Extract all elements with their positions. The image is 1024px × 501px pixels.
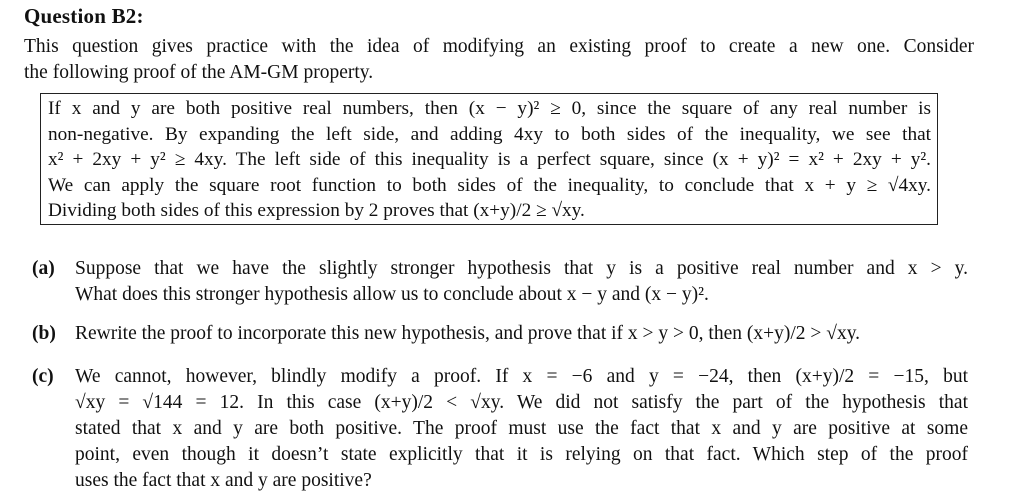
part-line: point, even though it doesn’t state explicitly that it is relying on that fact. Which step of the proof	[75, 444, 968, 465]
intro-line: This question gives practice with the idea of modifying an existing proof to create a new one. Consider	[24, 36, 974, 57]
part-b	[32, 321, 972, 349]
part-line: stated that x and y are both positive. The proof must use the fact that x and y are positive at some	[75, 418, 968, 439]
question-intro	[24, 34, 974, 86]
part-text	[75, 256, 968, 308]
intro-line: the following proof of the AM-GM property.	[24, 62, 374, 83]
part-line: Suppose that we have the slightly stronger hypothesis that y is a positive real number and x > y.	[75, 258, 968, 279]
part-line: We cannot, however, blindly modify a proof. If x = −6 and y = −24, then (x+y)/2 = −15, but	[75, 366, 968, 387]
proof-box	[40, 93, 938, 225]
part-text	[75, 364, 968, 494]
part-a	[32, 256, 972, 310]
question-title: Question B2:	[24, 4, 144, 28]
part-line: What does this stronger hypothesis allow us to conclude about x − y and (x − y)².	[75, 284, 709, 305]
part-line: √xy = √144 = 12. In this case (x+y)/2 < √xy. We did not satisfy the part of the hypothesis that	[75, 392, 968, 413]
part-c	[32, 364, 972, 494]
part-label: (c)	[32, 366, 54, 387]
part-label: (a)	[32, 258, 55, 279]
proof-line: x² + 2xy + y² ≥ 4xy. The left side of this inequality is a perfect square, since (x + y)² = x² + 2xy + y².	[48, 149, 931, 171]
part-text	[75, 321, 968, 347]
part-line: uses the fact that x and y are positive?	[75, 470, 372, 491]
part-label: (b)	[32, 323, 56, 344]
proof-line: We can apply the square root function to both sides of the inequality, to conclude that x + y ≥ √4xy.	[48, 174, 931, 196]
proof-line: If x and y are both positive real numbers, then (x − y)² ≥ 0, since the square of any real number is	[48, 98, 931, 119]
proof-line: non-negative. By expanding the left side, and adding 4xy to both sides of the inequality, we see that	[48, 123, 931, 145]
proof-line: Dividing both sides of this expression by 2 proves that (x+y)/2 ≥ √xy.	[48, 200, 585, 222]
part-line: Rewrite the proof to incorporate this new hypothesis, and prove that if x > y > 0, then (x+y)/2 > √xy.	[75, 323, 861, 344]
